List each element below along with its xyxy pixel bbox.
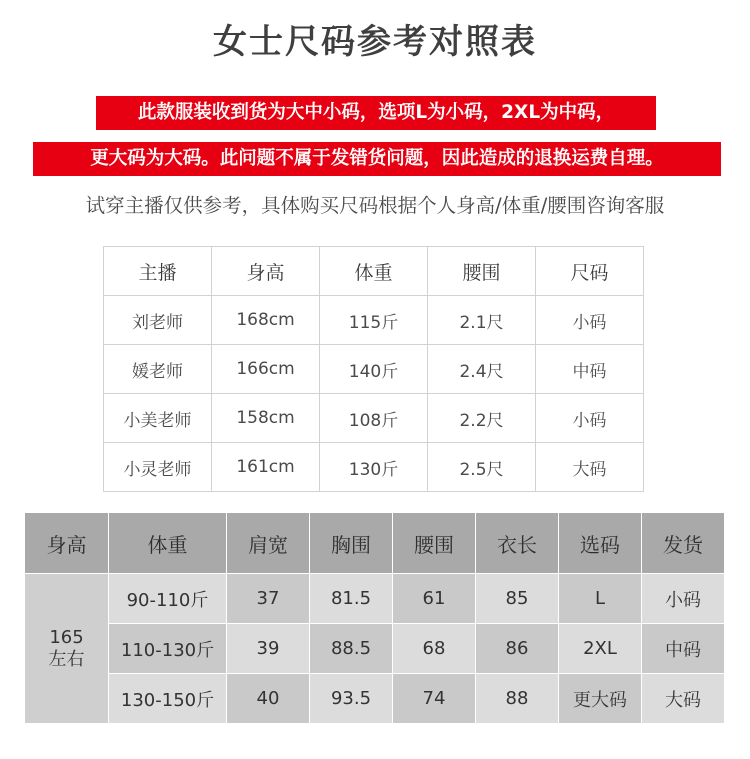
table-cell: 74 bbox=[393, 674, 476, 724]
table-cell: 媛老师 bbox=[104, 345, 212, 394]
table-cell: 小码 bbox=[536, 394, 644, 443]
table-row bbox=[104, 443, 644, 492]
header-cell: 体重 bbox=[109, 513, 227, 574]
table-cell: 37 bbox=[227, 574, 310, 624]
header-cell: 尺码 bbox=[536, 247, 644, 296]
size-table-header bbox=[25, 513, 725, 574]
table-row bbox=[25, 574, 725, 624]
table-row bbox=[104, 296, 644, 345]
height-value: 165 bbox=[49, 626, 84, 648]
table-cell: 86 bbox=[476, 624, 559, 674]
table-cell: 168cm bbox=[212, 296, 320, 345]
table-cell: 2.4尺 bbox=[428, 345, 536, 394]
header-cell: 发货 bbox=[642, 513, 725, 574]
table-row bbox=[25, 674, 725, 724]
reference-note: 试穿主播仅供参考，具体购买尺码根据个人身高/体重/腰围咨询客服 bbox=[85, 194, 665, 217]
table-cell: 110-130斤 bbox=[109, 624, 227, 674]
table-cell: 85 bbox=[476, 574, 559, 624]
table-cell: 小码 bbox=[642, 574, 725, 624]
table-cell: 166cm bbox=[212, 345, 320, 394]
header-cell: 身高 bbox=[212, 247, 320, 296]
table-cell: 更大码 bbox=[559, 674, 642, 724]
table-cell: 88 bbox=[476, 674, 559, 724]
table-cell: 158cm bbox=[212, 394, 320, 443]
table-cell: 2XL bbox=[559, 624, 642, 674]
header-cell: 肩宽 bbox=[227, 513, 310, 574]
table-cell: 小美老师 bbox=[104, 394, 212, 443]
table-cell: 140斤 bbox=[320, 345, 428, 394]
header-cell: 胸围 bbox=[310, 513, 393, 574]
table-cell: 130斤 bbox=[320, 443, 428, 492]
table-cell: 小码 bbox=[536, 296, 644, 345]
table-cell: 大码 bbox=[536, 443, 644, 492]
header-cell: 衣长 bbox=[476, 513, 559, 574]
notice-banner-line2: 更大码为大码。此问题不属于发错货问题，因此造成的退换运费自理。 bbox=[33, 142, 721, 176]
notice-banner-line1: 此款服装收到货为大中小码，选项L为小码，2XL为中码， bbox=[96, 96, 656, 130]
table-cell: 大码 bbox=[642, 674, 725, 724]
page-title: 女士尺码参考对照表 bbox=[213, 22, 537, 62]
header-cell: 体重 bbox=[320, 247, 428, 296]
table-row bbox=[104, 394, 644, 443]
table-cell: 68 bbox=[393, 624, 476, 674]
header-cell: 腰围 bbox=[393, 513, 476, 574]
header-cell: 选码 bbox=[559, 513, 642, 574]
table-cell: 93.5 bbox=[310, 674, 393, 724]
height-cell bbox=[25, 574, 109, 724]
models-table bbox=[103, 246, 644, 492]
size-table bbox=[24, 512, 725, 724]
table-cell: 161cm bbox=[212, 443, 320, 492]
table-cell: 刘老师 bbox=[104, 296, 212, 345]
table-cell: 2.1尺 bbox=[428, 296, 536, 345]
table-cell: 81.5 bbox=[310, 574, 393, 624]
header-cell: 身高 bbox=[25, 513, 109, 574]
table-row bbox=[104, 345, 644, 394]
table-cell: 61 bbox=[393, 574, 476, 624]
table-cell: 115斤 bbox=[320, 296, 428, 345]
table-cell: 88.5 bbox=[310, 624, 393, 674]
models-table-header bbox=[104, 247, 644, 296]
height-note: 左右 bbox=[48, 648, 85, 670]
header-cell: 腰围 bbox=[428, 247, 536, 296]
table-cell: 中码 bbox=[536, 345, 644, 394]
table-cell: 108斤 bbox=[320, 394, 428, 443]
table-cell: 130-150斤 bbox=[109, 674, 227, 724]
table-cell: L bbox=[559, 574, 642, 624]
table-cell: 中码 bbox=[642, 624, 725, 674]
table-cell: 2.5尺 bbox=[428, 443, 536, 492]
table-cell: 39 bbox=[227, 624, 310, 674]
table-cell: 小灵老师 bbox=[104, 443, 212, 492]
table-cell: 90-110斤 bbox=[109, 574, 227, 624]
table-row bbox=[25, 624, 725, 674]
table-cell: 40 bbox=[227, 674, 310, 724]
header-cell: 主播 bbox=[104, 247, 212, 296]
table-cell: 2.2尺 bbox=[428, 394, 536, 443]
